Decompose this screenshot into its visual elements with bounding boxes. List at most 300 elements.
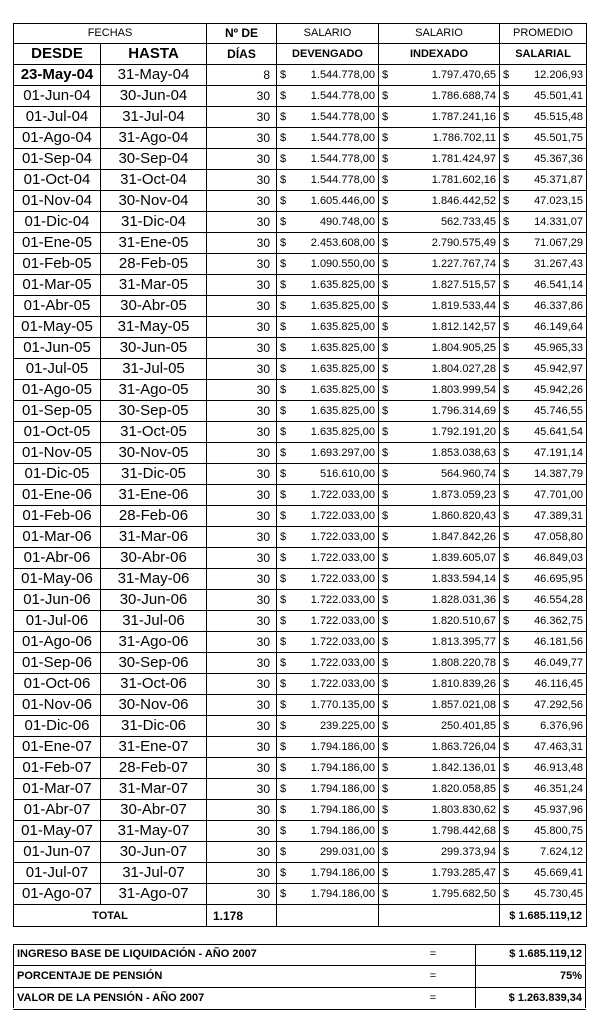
currency-symbol: $ [503, 237, 510, 249]
cell-devengado [277, 296, 379, 317]
currency-symbol: $ [382, 531, 389, 543]
currency-symbol: $ [280, 69, 287, 81]
currency-symbol: $ [280, 216, 287, 228]
cell-hasta: 30-Sep-05 [101, 401, 207, 422]
currency-symbol: $ [382, 321, 389, 333]
amount: 1.860.820,43 [431, 510, 496, 522]
amount: 516.610,00 [319, 468, 375, 480]
amount: 1.635.825,00 [310, 405, 375, 417]
currency-symbol: $ [382, 69, 389, 81]
amount: 45.515,48 [534, 111, 583, 123]
header-salario-devengado-top: SALARIO [277, 24, 379, 44]
amount: 45.800,75 [534, 825, 583, 837]
cell-indexado [379, 506, 500, 527]
cell-indexado [379, 170, 500, 191]
amount: 1.794.186,00 [310, 804, 375, 816]
currency-symbol: $ [503, 762, 510, 774]
amount: 1.828.031,36 [431, 594, 496, 606]
currency-symbol: $ [280, 132, 287, 144]
cell-hasta: 28-Feb-05 [101, 254, 207, 275]
cell-hasta: 31-Dic-05 [101, 464, 207, 485]
currency-symbol: $ [503, 489, 510, 501]
cell-dias: 30 [207, 296, 277, 317]
amount: 1.794.186,00 [310, 888, 375, 900]
cell-dias: 30 [207, 149, 277, 170]
cell-hasta: 31-Ago-06 [101, 632, 207, 653]
table-row [14, 863, 587, 884]
table-row [14, 317, 587, 338]
currency-symbol: $ [503, 447, 510, 459]
header-desde: DESDE [14, 44, 101, 65]
amount: 299.373,94 [440, 846, 496, 858]
cell-dias: 30 [207, 275, 277, 296]
currency-symbol: $ [503, 657, 510, 669]
cell-promedio [500, 569, 587, 590]
currency-symbol: $ [382, 342, 389, 354]
cell-hasta: 30-Abr-05 [101, 296, 207, 317]
amount: 1.635.825,00 [310, 384, 375, 396]
cell-desde: 01-Mar-05 [14, 275, 101, 296]
currency-symbol: $ [280, 405, 287, 417]
currency-symbol: $ [280, 846, 287, 858]
amount: 1.544.778,00 [310, 132, 375, 144]
amount: 1.857.021,08 [431, 699, 496, 711]
cell-promedio [500, 464, 587, 485]
table-row [14, 569, 587, 590]
currency-symbol: $ [503, 132, 510, 144]
cell-desde: 01-Jul-06 [14, 611, 101, 632]
amount: 1.798.442,68 [431, 825, 496, 837]
currency-symbol: $ [280, 342, 287, 354]
cell-indexado [379, 653, 500, 674]
currency-symbol: $ [382, 426, 389, 438]
cell-hasta: 31-Jul-06 [101, 611, 207, 632]
summary-label: PORCENTAJE DE PENSIÓN [17, 970, 163, 982]
cell-dias: 30 [207, 485, 277, 506]
table-row [14, 779, 587, 800]
cell-desde: 01-Jul-05 [14, 359, 101, 380]
cell-devengado [277, 800, 379, 821]
cell-hasta: 31-Mar-07 [101, 779, 207, 800]
total-row [14, 905, 587, 927]
header-promedio: PROMEDIO [500, 24, 587, 44]
currency-symbol: $ [382, 510, 389, 522]
summary-value: 75% [559, 970, 582, 982]
cell-desde: 01-Oct-04 [14, 170, 101, 191]
cell-indexado [379, 569, 500, 590]
cell-devengado [277, 128, 379, 149]
cell-devengado [277, 863, 379, 884]
cell-hasta: 28-Feb-07 [101, 758, 207, 779]
currency-symbol: $ [382, 678, 389, 690]
currency-symbol: $ [382, 804, 389, 816]
amount: 45.669,41 [534, 867, 583, 879]
cell-desde: 01-Oct-05 [14, 422, 101, 443]
cell-hasta: 31-Ene-07 [101, 737, 207, 758]
cell-hasta: 31-Oct-06 [101, 674, 207, 695]
cell-promedio [500, 296, 587, 317]
cell-devengado [277, 443, 379, 464]
cell-dias: 30 [207, 863, 277, 884]
currency-symbol: $ [280, 195, 287, 207]
cell-desde: 01-Nov-05 [14, 443, 101, 464]
currency-symbol: $ [280, 594, 287, 606]
cell-promedio [500, 443, 587, 464]
cell-desde: 01-Jun-04 [14, 86, 101, 107]
amount: 46.913,48 [534, 762, 583, 774]
currency-symbol: $ [503, 804, 510, 816]
cell-desde: 01-May-06 [14, 569, 101, 590]
header-indexado: INDEXADO [379, 44, 500, 65]
table-row [14, 506, 587, 527]
cell-indexado [379, 338, 500, 359]
currency-symbol: $ [382, 867, 389, 879]
cell-desde: 01-Sep-06 [14, 653, 101, 674]
amount: 47.191,14 [534, 447, 583, 459]
cell-devengado [277, 170, 379, 191]
amount: 1.794.186,00 [310, 741, 375, 753]
cell-dias: 30 [207, 611, 277, 632]
table-row [14, 548, 587, 569]
amount: 1.722.033,00 [310, 615, 375, 627]
cell-indexado [379, 212, 500, 233]
cell-promedio [500, 548, 587, 569]
amount: 1.635.825,00 [310, 426, 375, 438]
cell-dias: 30 [207, 821, 277, 842]
currency-symbol: $ [280, 111, 287, 123]
table-row [14, 695, 587, 716]
amount: 1.813.395,77 [431, 636, 496, 648]
table-row [14, 464, 587, 485]
cell-indexado [379, 401, 500, 422]
cell-dias: 30 [207, 632, 277, 653]
cell-promedio [500, 485, 587, 506]
currency-symbol: $ [382, 258, 389, 270]
amount: 1.605.446,00 [310, 195, 375, 207]
table-row [14, 632, 587, 653]
cell-devengado [277, 149, 379, 170]
currency-symbol: $ [280, 783, 287, 795]
currency-symbol: $ [280, 510, 287, 522]
cell-devengado [277, 842, 379, 863]
cell-desde: 01-Ago-04 [14, 128, 101, 149]
table-row [14, 128, 587, 149]
cell-dias: 30 [207, 653, 277, 674]
amount: 46.181,56 [534, 636, 583, 648]
currency-symbol: $ [280, 90, 287, 102]
cell-indexado [379, 359, 500, 380]
currency-symbol: $ [382, 762, 389, 774]
cell-desde: 01-Abr-05 [14, 296, 101, 317]
table-row [14, 611, 587, 632]
cell-devengado [277, 569, 379, 590]
amount: 1.635.825,00 [310, 321, 375, 333]
cell-dias: 30 [207, 422, 277, 443]
cell-indexado [379, 779, 500, 800]
currency-symbol: $ [280, 153, 287, 165]
cell-desde: 01-May-07 [14, 821, 101, 842]
cell-dias: 30 [207, 380, 277, 401]
cell-devengado [277, 737, 379, 758]
currency-symbol: $ [382, 300, 389, 312]
currency-symbol: $ [503, 636, 510, 648]
amount: 1.544.778,00 [310, 90, 375, 102]
cell-dias: 30 [207, 359, 277, 380]
cell-dias: 30 [207, 128, 277, 149]
cell-desde: 01-Nov-06 [14, 695, 101, 716]
amount: 1.722.033,00 [310, 636, 375, 648]
cell-desde: 01-Jun-07 [14, 842, 101, 863]
cell-hasta: 30-Abr-06 [101, 548, 207, 569]
amount: 1.839.605,07 [431, 552, 496, 564]
amount: 1.804.027,28 [431, 363, 496, 375]
table-row [14, 674, 587, 695]
currency-symbol: $ [382, 237, 389, 249]
amount: 1.842.136,01 [431, 762, 496, 774]
cell-indexado [379, 296, 500, 317]
currency-symbol: $ [503, 300, 510, 312]
summary-equals: = [429, 970, 437, 982]
table-row [14, 884, 587, 905]
cell-hasta: 31-Ago-04 [101, 128, 207, 149]
total-label: TOTAL [14, 905, 207, 927]
currency-symbol: $ [503, 741, 510, 753]
amount: 1.635.825,00 [310, 363, 375, 375]
amount: 1.812.142,57 [431, 321, 496, 333]
cell-dias: 30 [207, 737, 277, 758]
currency-symbol: $ [280, 258, 287, 270]
summary-section [13, 944, 586, 1010]
table-row [14, 233, 587, 254]
amount: 46.337,86 [534, 300, 583, 312]
cell-indexado [379, 65, 500, 86]
cell-promedio [500, 254, 587, 275]
currency-symbol: $ [280, 300, 287, 312]
currency-symbol: $ [382, 111, 389, 123]
cell-hasta: 31-Mar-05 [101, 275, 207, 296]
cell-dias: 30 [207, 254, 277, 275]
cell-desde: 01-Jul-04 [14, 107, 101, 128]
amount: 45.937,96 [534, 804, 583, 816]
amount: 1.827.515,57 [431, 279, 496, 291]
currency-symbol: $ [503, 405, 510, 417]
cell-hasta: 31-Dic-06 [101, 716, 207, 737]
table-row [14, 65, 587, 86]
amount: 47.023,15 [534, 195, 583, 207]
amount: 45.942,97 [534, 363, 583, 375]
cell-devengado [277, 191, 379, 212]
currency-symbol: $ [280, 174, 287, 186]
table-row [14, 590, 587, 611]
amount: 71.067,29 [534, 237, 583, 249]
amount: 47.292,56 [534, 699, 583, 711]
currency-symbol: $ [280, 531, 287, 543]
cell-dias: 30 [207, 212, 277, 233]
cell-devengado [277, 779, 379, 800]
cell-devengado [277, 86, 379, 107]
cell-hasta: 30-Nov-05 [101, 443, 207, 464]
currency-symbol: $ [503, 195, 510, 207]
cell-promedio [500, 422, 587, 443]
cell-dias: 30 [207, 527, 277, 548]
cell-promedio [500, 107, 587, 128]
currency-symbol: $ [503, 615, 510, 627]
amount: 45.371,87 [534, 174, 583, 186]
amount: 1.863.726,04 [431, 741, 496, 753]
cell-desde: 01-Sep-05 [14, 401, 101, 422]
header-num-de: Nº DE [207, 24, 277, 44]
amount: 1.544.778,00 [310, 111, 375, 123]
currency-symbol: $ [503, 426, 510, 438]
amount: 6.376,96 [540, 720, 583, 732]
currency-symbol: $ [382, 741, 389, 753]
cell-desde: 01-Feb-05 [14, 254, 101, 275]
cell-promedio [500, 170, 587, 191]
cell-hasta: 30-Nov-04 [101, 191, 207, 212]
cell-desde: 01-Jun-06 [14, 590, 101, 611]
currency-symbol: $ [503, 699, 510, 711]
currency-symbol: $ [280, 804, 287, 816]
cell-promedio [500, 695, 587, 716]
cell-desde: 01-Jul-07 [14, 863, 101, 884]
currency-symbol: $ [382, 468, 389, 480]
table-row [14, 107, 587, 128]
currency-symbol: $ [503, 888, 510, 900]
table-row [14, 821, 587, 842]
cell-indexado [379, 884, 500, 905]
summary-row-valor-pension [13, 988, 586, 1010]
cell-desde: 01-Oct-06 [14, 674, 101, 695]
cell-promedio [500, 380, 587, 401]
currency-symbol: $ [280, 468, 287, 480]
currency-symbol: $ [382, 636, 389, 648]
amount: 1.544.778,00 [310, 174, 375, 186]
currency-symbol: $ [503, 363, 510, 375]
currency-symbol: $ [503, 216, 510, 228]
cell-indexado [379, 611, 500, 632]
cell-hasta: 30-Nov-06 [101, 695, 207, 716]
cell-hasta: 30-Jun-05 [101, 338, 207, 359]
cell-indexado [379, 380, 500, 401]
amount: 45.501,75 [534, 132, 583, 144]
cell-devengado [277, 107, 379, 128]
header-row-2 [14, 44, 587, 65]
cell-devengado [277, 254, 379, 275]
cell-promedio [500, 149, 587, 170]
currency-symbol: $ [382, 384, 389, 396]
currency-symbol: $ [280, 237, 287, 249]
cell-promedio [500, 653, 587, 674]
cell-dias: 30 [207, 464, 277, 485]
cell-desde: 01-Ene-05 [14, 233, 101, 254]
amount: 45.367,36 [534, 153, 583, 165]
currency-symbol: $ [503, 90, 510, 102]
cell-dias: 30 [207, 191, 277, 212]
currency-symbol: $ [382, 216, 389, 228]
currency-symbol: $ [280, 447, 287, 459]
cell-desde: 01-Ene-06 [14, 485, 101, 506]
cell-desde: 01-Feb-07 [14, 758, 101, 779]
currency-symbol: $ [382, 720, 389, 732]
amount: 1.787.241,16 [431, 111, 496, 123]
table-row [14, 380, 587, 401]
cell-promedio [500, 65, 587, 86]
amount: 46.149,64 [534, 321, 583, 333]
table-row [14, 149, 587, 170]
amount: 1.819.533,44 [431, 300, 496, 312]
cell-dias: 30 [207, 674, 277, 695]
amount: 46.049,77 [534, 657, 583, 669]
cell-hasta: 31-Dic-04 [101, 212, 207, 233]
header-salarial: SALARIAL [500, 44, 587, 65]
summary-equals: = [429, 992, 437, 1004]
cell-desde: 01-Sep-04 [14, 149, 101, 170]
amount: 31.267,43 [534, 258, 583, 270]
amount: 1.722.033,00 [310, 531, 375, 543]
cell-dias: 30 [207, 800, 277, 821]
table-row [14, 653, 587, 674]
cell-promedio [500, 611, 587, 632]
cell-promedio [500, 590, 587, 611]
cell-hasta: 31-Ene-06 [101, 485, 207, 506]
currency-symbol: $ [382, 846, 389, 858]
cell-devengado [277, 611, 379, 632]
cell-promedio [500, 737, 587, 758]
header-devengado: DEVENGADO [277, 44, 379, 65]
amount: 46.849,03 [534, 552, 583, 564]
cell-dias: 30 [207, 233, 277, 254]
cell-indexado [379, 86, 500, 107]
table-row [14, 296, 587, 317]
table-row [14, 485, 587, 506]
currency-symbol: $ [280, 636, 287, 648]
currency-symbol: $ [382, 657, 389, 669]
cell-indexado [379, 464, 500, 485]
amount: 14.387,79 [534, 468, 583, 480]
cell-dias: 30 [207, 443, 277, 464]
cell-desde: 01-Ago-05 [14, 380, 101, 401]
cell-dias: 30 [207, 569, 277, 590]
currency-symbol: $ [280, 321, 287, 333]
currency-symbol: $ [280, 762, 287, 774]
cell-promedio [500, 779, 587, 800]
amount: 12.206,93 [534, 69, 583, 81]
currency-symbol: $ [382, 573, 389, 585]
amount: 45.746,55 [534, 405, 583, 417]
cell-dias: 30 [207, 842, 277, 863]
currency-symbol: $ [503, 720, 510, 732]
amount: 1.722.033,00 [310, 678, 375, 690]
cell-hasta: 30-Sep-04 [101, 149, 207, 170]
cell-dias: 30 [207, 338, 277, 359]
cell-hasta: 30-Jun-06 [101, 590, 207, 611]
currency-symbol: $ [280, 573, 287, 585]
cell-dias: 30 [207, 86, 277, 107]
table-row [14, 191, 587, 212]
cell-devengado [277, 590, 379, 611]
amount: 47.701,00 [534, 489, 583, 501]
total-dias: 1.178 [207, 905, 277, 927]
currency-symbol: $ [382, 615, 389, 627]
amount: 1.227.767,74 [431, 258, 496, 270]
currency-symbol: $ [280, 489, 287, 501]
amount: 47.463,31 [534, 741, 583, 753]
cell-indexado [379, 590, 500, 611]
currency-symbol: $ [280, 363, 287, 375]
currency-symbol: $ [280, 552, 287, 564]
cell-indexado [379, 716, 500, 737]
summary-value: $ 1.685.119,12 [509, 948, 582, 960]
